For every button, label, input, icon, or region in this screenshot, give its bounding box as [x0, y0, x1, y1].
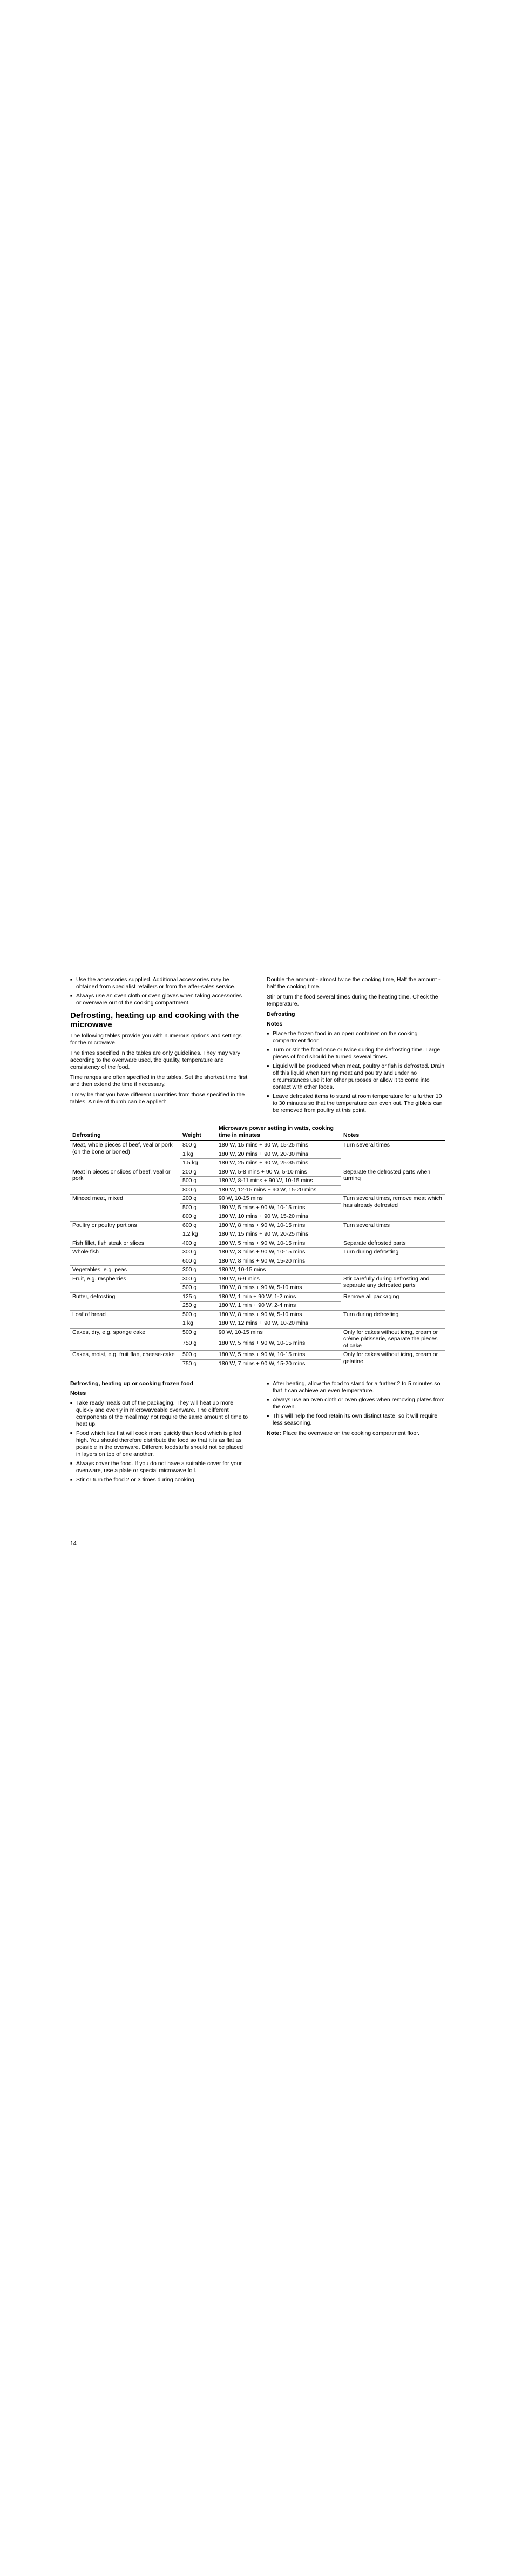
weight-cell: 500 g [180, 1203, 216, 1212]
power-cell: 180 W, 10-15 mins [216, 1266, 341, 1275]
accessory-bullets [70, 976, 248, 1007]
power-cell: 180 W, 1 min + 90 W, 1-2 mins [216, 1292, 341, 1302]
power-cell: 180 W, 5 mins + 90 W, 10-15 mins [216, 1339, 341, 1351]
power-cell: 180 W, 6-9 mins [216, 1274, 341, 1284]
table-row [70, 1239, 445, 1248]
notes-cell: Turn several times [341, 1141, 445, 1168]
weight-cell: 500 g [180, 1310, 216, 1319]
column-header-weight: Weight [180, 1124, 216, 1141]
power-cell: 180 W, 15 mins + 90 W, 15-25 mins [216, 1141, 341, 1150]
power-cell: 180 W, 8 mins + 90 W, 10-15 mins [216, 1221, 341, 1230]
column-header-defrosting: Defrosting [70, 1124, 180, 1141]
paragraph: Double the amount - almost twice the cooking time, Half the amount - half the cooking time. [267, 976, 441, 990]
food-cell: Meat in pieces or slices of beef, veal or pork [70, 1168, 180, 1195]
table-row [70, 1195, 445, 1204]
frozen-left-column [70, 1380, 248, 1487]
notes-cell: Separate the defrosted parts when turning [341, 1168, 445, 1195]
defrosting-notes [267, 1030, 445, 1114]
list-item: ■ Always use an oven cloth or oven gloves when taking accessories or ovenware out of the cooking compartment. [70, 993, 248, 1007]
list-item: ■ Always use an oven cloth or oven gloves when removing plates from the oven. [267, 1397, 445, 1411]
list-item: ■ Stir or turn the food 2 or 3 times during cooking. [70, 1476, 248, 1483]
column-header-power: Microwave power setting in watts, cooking time in minutes [216, 1124, 341, 1141]
list-item: ■ Food which lies flat will cook more quickly than food which is piled high. You should therefore distribute the food so that it is as flat as possible in the ovenware. Different foodstuffs should not be placed in layers on top of one another. [70, 1430, 248, 1458]
weight-cell: 500 g [180, 1177, 216, 1186]
intro-right-column [267, 976, 445, 1117]
power-cell: 180 W, 5-8 mins + 90 W, 5-10 mins [216, 1168, 341, 1177]
weight-cell: 200 g [180, 1195, 216, 1204]
note-label: Note: [267, 1430, 281, 1437]
power-cell: 180 W, 25 mins + 90 W, 25-35 mins [216, 1159, 341, 1168]
table-row [70, 1168, 445, 1177]
notes-cell: Turn several times [341, 1221, 445, 1239]
food-cell: Meat, whole pieces of beef, veal or pork (on the bone or boned) [70, 1141, 180, 1168]
list-item: ■ Leave defrosted items to stand at room temperature for a further 10 to 30 minutes so that the temperature can even out. The giblets can be removed from poultry at this point. [267, 1093, 445, 1114]
weight-cell: 500 g [180, 1351, 216, 1360]
note-text: Place the ovenware on the cooking compartment floor. [282, 1430, 420, 1437]
food-cell: Fish fillet, fish steak or slices [70, 1239, 180, 1248]
notes-cell: Only for cakes without icing, cream or gelatine [341, 1351, 445, 1368]
paragraph: The following tables provide you with numerous options and settings for the microwave. [70, 1033, 242, 1046]
frozen-right-column [267, 1380, 445, 1487]
power-cell: 180 W, 8 mins + 90 W, 15-20 mins [216, 1257, 341, 1266]
table-row [70, 1292, 445, 1302]
list-item: ■ Always cover the food. If you do not have a suitable cover for your ovenware, use a plate or special microwave foil. [70, 1460, 248, 1474]
notes-label: Notes [70, 1390, 86, 1397]
weight-cell: 800 g [180, 1185, 216, 1195]
frozen-food-notes-continued [267, 1380, 445, 1427]
weight-cell: 300 g [180, 1248, 216, 1257]
power-cell: 180 W, 5 mins + 90 W, 10-15 mins [216, 1239, 341, 1248]
column-header-notes: Notes [341, 1124, 445, 1141]
food-cell: Vegetables, e.g. peas [70, 1266, 180, 1275]
power-cell: 180 W, 1 min + 90 W, 2-4 mins [216, 1302, 341, 1311]
notes-cell: Turn during defrosting [341, 1248, 445, 1266]
paragraph: Time ranges are often specified in the tables. Set the shortest time first and then extend the time if necessary. [70, 1074, 248, 1088]
weight-cell: 600 g [180, 1221, 216, 1230]
power-cell: 180 W, 3 mins + 90 W, 10-15 mins [216, 1248, 341, 1257]
page-number: 14 [70, 1540, 77, 1547]
weight-cell: 200 g [180, 1168, 216, 1177]
weight-cell: 800 g [180, 1141, 216, 1150]
list-item: ■ After heating, allow the food to stand for a further 2 to 5 minutes so that it can achieve an even temperature. [267, 1380, 445, 1394]
power-cell: 180 W, 8 mins + 90 W, 5-10 mins [216, 1310, 341, 1319]
food-cell: Cakes, moist, e.g. fruit flan, cheese-cake [70, 1351, 180, 1368]
defrosting-table [70, 1124, 445, 1368]
page-content [70, 976, 445, 1487]
list-item: ■ Take ready meals out of the packaging. They will heat up more quickly and evenly in microwaveable ovenware. The different components of the meal may not require the same amount of time to heat up. [70, 1400, 248, 1428]
weight-cell: 1.2 kg [180, 1230, 216, 1239]
food-cell: Fruit, e.g. raspberries [70, 1274, 180, 1292]
weight-cell: 1.5 kg [180, 1159, 216, 1168]
defrosting-heading: Defrosting [267, 1011, 295, 1017]
weight-cell: 500 g [180, 1284, 216, 1293]
power-cell: 180 W, 12 mins + 90 W, 10-20 mins [216, 1319, 341, 1329]
power-cell: 180 W, 8 mins + 90 W, 5-10 mins [216, 1284, 341, 1293]
weight-cell: 750 g [180, 1339, 216, 1351]
power-cell: 180 W, 10 mins + 90 W, 15-20 mins [216, 1212, 341, 1222]
list-item: ■ Use the accessories supplied. Additional accessories may be obtained from specialist retailers or from the after-sales service. [70, 976, 248, 990]
notes-cell: Only for cakes without icing, cream or crème pâtisserie, separate the pieces of cake [341, 1328, 445, 1351]
notes-label: Notes [267, 1021, 283, 1027]
power-cell: 90 W, 10-15 mins [216, 1328, 341, 1339]
table-row [70, 1328, 445, 1339]
food-cell: Minced meat, mixed [70, 1195, 180, 1222]
notes-cell: Turn during defrosting [341, 1310, 445, 1328]
weight-cell: 1 kg [180, 1319, 216, 1329]
list-item: ■ This will help the food retain its own distinct taste, so it will require less seasoning. [267, 1413, 445, 1427]
table-row [70, 1351, 445, 1360]
notes-cell: Turn several times, remove meat which has already defrosted [341, 1195, 445, 1222]
weight-cell: 750 g [180, 1359, 216, 1368]
table-body [70, 1141, 445, 1368]
table-row [70, 1141, 445, 1150]
weight-cell: 125 g [180, 1292, 216, 1302]
notes-cell: Remove all packaging [341, 1292, 445, 1310]
list-item: ■ Liquid will be produced when meat, poultry or fish is defrosted. Drain off this liquid when turning meat and poultry and under no circumstances use it for other purposes or allow it to come into contact with other foods. [267, 1063, 445, 1091]
power-cell: 180 W, 15 mins + 90 W, 20-25 mins [216, 1230, 341, 1239]
notes-cell: Separate defrosted parts [341, 1239, 445, 1248]
power-cell: 180 W, 7 mins + 90 W, 15-20 mins [216, 1359, 341, 1368]
power-cell: 180 W, 5 mins + 90 W, 10-15 mins [216, 1351, 341, 1360]
list-item: ■ Place the frozen food in an open container on the cooking compartment floor. [267, 1030, 445, 1044]
food-cell: Loaf of bread [70, 1310, 180, 1328]
table-header-row [70, 1124, 445, 1141]
notes-cell [341, 1266, 445, 1275]
paragraph: It may be that you have different quantities from those specified in the tables. A rule of thumb can be applied: [70, 1091, 245, 1105]
list-item: ■ Turn or stir the food once or twice during the defrosting time. Large pieces of food should be turned several times. [267, 1047, 445, 1061]
weight-cell: 1 kg [180, 1150, 216, 1159]
power-cell: 180 W, 8-11 mins + 90 W, 10-15 mins [216, 1177, 341, 1186]
power-cell: 90 W, 10-15 mins [216, 1195, 341, 1204]
weight-cell: 300 g [180, 1274, 216, 1284]
power-cell: 180 W, 5 mins + 90 W, 10-15 mins [216, 1203, 341, 1212]
note [267, 1430, 445, 1437]
section-heading: Defrosting, heating up and cooking with the microwave [70, 1011, 239, 1029]
weight-cell: 250 g [180, 1302, 216, 1311]
weight-cell: 500 g [180, 1328, 216, 1339]
weight-cell: 400 g [180, 1239, 216, 1248]
table-row [70, 1310, 445, 1319]
power-cell: 180 W, 20 mins + 90 W, 20-30 mins [216, 1150, 341, 1159]
intro-left-column [70, 976, 248, 1117]
paragraph: Stir or turn the food several times during the heating time. Check the temperature. [267, 994, 438, 1007]
weight-cell: 300 g [180, 1266, 216, 1275]
notes-cell: Stir carefully during defrosting and separate any defrosted parts [341, 1274, 445, 1292]
food-cell: Butter, defrosting [70, 1292, 180, 1310]
food-cell: Cakes, dry, e.g. sponge cake [70, 1328, 180, 1351]
weight-cell: 600 g [180, 1257, 216, 1266]
table-row [70, 1248, 445, 1257]
food-cell: Whole fish [70, 1248, 180, 1266]
food-cell: Poultry or poultry portions [70, 1221, 180, 1239]
frozen-food-notes [70, 1400, 248, 1483]
table-row [70, 1274, 445, 1284]
table-row [70, 1266, 445, 1275]
power-cell: 180 W, 12-15 mins + 90 W, 15-20 mins [216, 1185, 341, 1195]
paragraph: The times specified in the tables are only guidelines. They may vary according to the ovenware used, the quality, temperature and consistency of the food. [70, 1050, 240, 1070]
frozen-food-columns [70, 1380, 445, 1487]
weight-cell: 800 g [180, 1212, 216, 1222]
intro-columns [70, 976, 445, 1117]
frozen-food-heading: Defrosting, heating up or cooking frozen food [70, 1380, 194, 1387]
table-row [70, 1221, 445, 1230]
